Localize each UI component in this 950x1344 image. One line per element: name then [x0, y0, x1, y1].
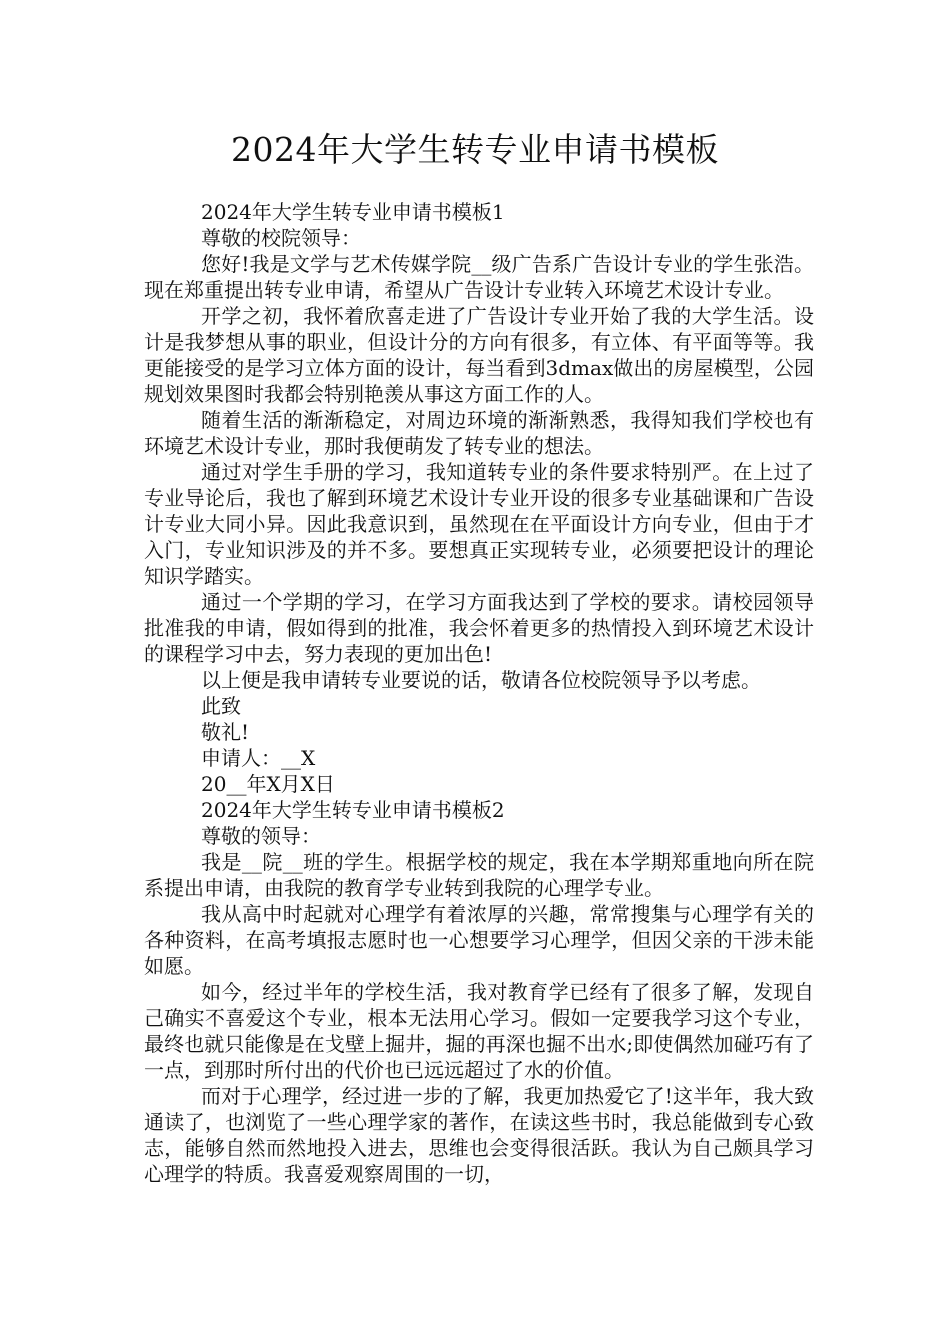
document-body: [144, 199, 814, 1187]
paragraph: 开学之初，我怀着欣喜走进了广告设计专业开始了我的大学生活。设计是我梦想从事的职业，但设计分的方向有很多，有立体、有平面等等。我更能接受的是学习立体方面的设计，每当看到3dmax做出的房屋模型，公园规划效果图时我都会特别艳羡从事这方面工作的人。: [144, 304, 814, 406]
paragraph: 通过对学生手册的学习，我知道转专业的条件要求特别严。在上过了专业导论后，我也了解到环境艺术设计专业开设的很多专业基础课和广告设计专业大同小异。因此我意识到，虽然现在在平面设计方向专业，但由于才入门，专业知识涉及的并不多。要想真正实现转专业，必须要把设计的理论知识学踏实。: [144, 460, 814, 588]
paragraph: 此致: [201, 694, 241, 718]
paragraph: 2024年大学生转专业申请书模板2: [201, 798, 505, 822]
paragraph: 申请人：__X: [201, 746, 316, 770]
paragraph: 通过一个学期的学习，在学习方面我达到了学校的要求。请校园领导批准我的申请，假如得到的批准，我会怀着更多的热情投入到环境艺术设计的课程学习中去，努力表现的更加出色!: [144, 590, 814, 666]
paragraph: 20__年X月X日: [201, 772, 335, 796]
paragraph: 随着生活的渐渐稳定，对周边环境的渐渐熟悉，我得知我们学校也有环境艺术设计专业，那时我便萌发了转专业的想法。: [144, 408, 814, 458]
paragraph: 尊敬的校院领导：: [201, 226, 361, 250]
paragraph: 以上便是我申请转专业要说的话，敬请各位校院领导予以考虑。: [201, 668, 761, 692]
paragraph: 2024年大学生转专业申请书模板1: [201, 200, 505, 224]
document-title: 2024年大学生转专业申请书模板: [231, 130, 719, 169]
paragraph: 敬礼!: [201, 720, 250, 744]
paragraph: 而对于心理学，经过进一步的了解，我更加热爱它了!这半年，我大致通读了，也浏览了一些心理学家的著作，在读这些书时，我总能做到专心致志，能够自然而然地投入进去，思维也会变得很活跃。我认为自己颇具学习心理学的特质。我喜爱观察周围的一切，: [144, 1084, 814, 1186]
paragraph: 如今，经过半年的学校生活，我对教育学已经有了很多了解，发现自己确实不喜爱这个专业，根本无法用心学习。假如一定要我学习这个专业，最终也就只能像是在戈壁上掘井，掘的再深也掘不出水;即使偶然加碰巧有了一点，到那时所付出的代价也已远远超过了水的价值。: [144, 980, 814, 1082]
paragraph: 我从高中时起就对心理学有着浓厚的兴趣，常常搜集与心理学有关的各种资料，在高考填报志愿时也一心想要学习心理学，但因父亲的干涉未能如愿。: [144, 902, 814, 978]
paragraph: 您好!我是文学与艺术传媒学院__级广告系广告设计专业的学生张浩。现在郑重提出转专业申请，希望从广告设计专业转入环境艺术设计专业。: [144, 252, 814, 302]
paragraph: 我是__院__班的学生。根据学校的规定，我在本学期郑重地向所在院系提出申请，由我院的教育学专业转到我院的心理学专业。: [144, 850, 814, 900]
paragraph: 尊敬的领导：: [201, 824, 321, 848]
